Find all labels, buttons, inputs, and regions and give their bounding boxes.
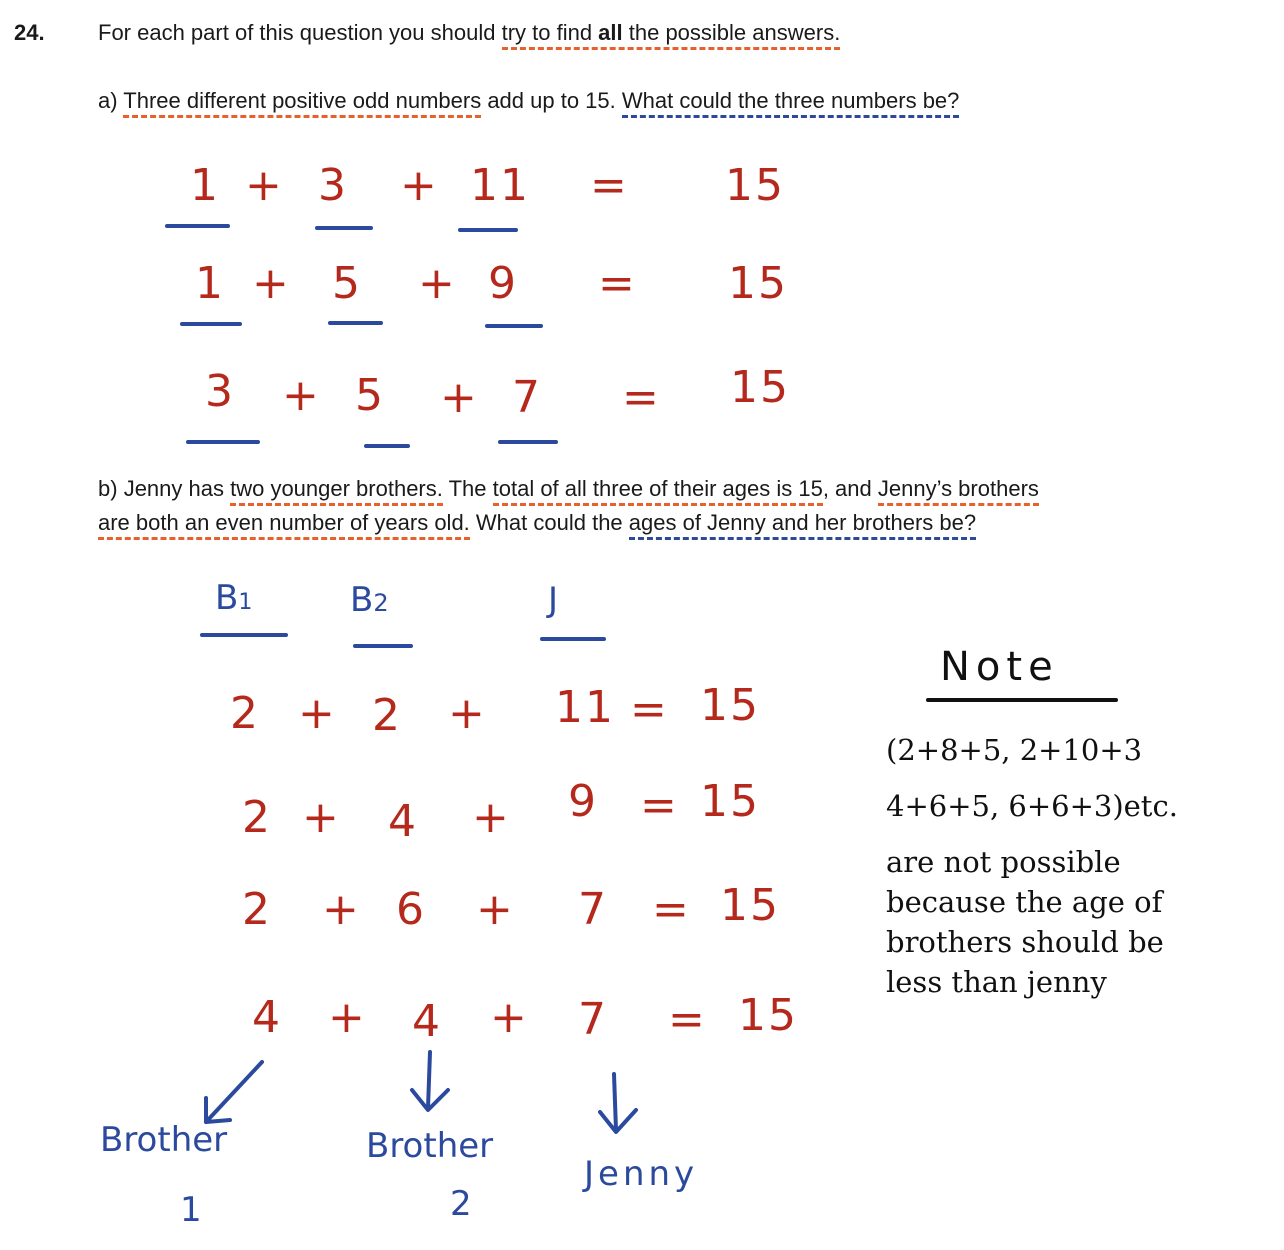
part-a-text-3: What could the three numbers be? [622,88,960,118]
answer-b2-b2: 4 [388,796,418,847]
part-b-text-2: two younger brothers. [230,476,443,506]
question-number: 24. [14,20,45,45]
answer-b4-b2: 4 [412,996,442,1047]
answer-b3-op1: + [322,884,361,935]
note-heading: Note [940,644,1059,690]
answer-a3-op2: + [440,372,479,423]
answer-a3-eq: = [622,372,661,423]
answer-b4-b1: 4 [252,992,282,1043]
part-b-text-9: ages of Jenny and her brothers be? [629,510,976,540]
answer-a1-total: 15 [725,160,785,211]
answer-a1-eq: = [590,160,629,211]
part-b-text-5: , and [822,476,878,501]
answer-b1-total: 15 [700,680,760,731]
label-jenny: Jenny [584,1154,699,1194]
answer-b2-op2: + [472,792,511,843]
part-b-text-3: The [442,476,493,501]
answer-b1-b2: 2 [372,690,402,741]
answer-a2-op1: + [252,258,291,309]
note-line-4: because the age of [886,885,1163,919]
answer-a2-op2: + [418,258,457,309]
answer-b1-op1: + [298,688,337,739]
answer-b2-j: 9 [568,776,598,827]
answer-b3-j: 7 [578,884,608,935]
header-jenny: J [548,580,559,620]
label-brother-2-number: 2 [450,1184,472,1224]
answer-a2-n2: 5 [332,258,362,309]
note-heading-underline [926,698,1118,702]
arrow-jenny [614,1074,616,1130]
answer-a3-total: 15 [730,362,790,413]
answer-b4-op2: + [490,992,529,1043]
answer-b4-j: 7 [578,994,608,1045]
answer-b4-total: 15 [738,990,798,1041]
answer-b3-b1: 2 [242,884,272,935]
note-line-1: (2+8+5, 2+10+3 [886,733,1143,767]
label-brother-2: Brother [366,1126,494,1166]
answer-b3-op2: + [476,884,515,935]
answer-a2-total: 15 [728,258,788,309]
answer-b2-b1: 2 [242,792,272,843]
answer-b4-op1: + [328,992,367,1043]
answer-b3-b2: 6 [396,884,426,935]
answer-b1-eq: = [630,684,669,735]
arrow-brother-1 [206,1062,262,1122]
answer-a3-n1: 3 [205,366,235,417]
note-line-2: 4+6+5, 6+6+3)etc. [886,789,1178,823]
answer-b3-eq: = [652,884,691,935]
answer-b1-op2: + [448,688,487,739]
note-line-3: are not possible [886,845,1121,879]
answer-b4-eq: = [668,994,707,1045]
answer-a1-n1: 1 [190,160,220,211]
answer-b3-total: 15 [720,880,780,931]
label-brother-1-number: 1 [180,1190,202,1230]
part-b-text-6: Jenny’s brothers [878,476,1039,506]
intro-text-1: For each part of this question you should [98,20,502,45]
part-b-label: b) [98,476,118,501]
answer-a1-op2: + [400,160,439,211]
answer-a2-n3: 9 [488,258,518,309]
header-brother-1: B1 [215,578,253,618]
answer-b1-b1: 2 [230,688,260,739]
answer-a2-eq: = [598,258,637,309]
header-brother-2: B2 [350,580,389,620]
answer-a3-op1: + [282,370,321,421]
answer-a1-n2: 3 [318,160,348,211]
label-brother-1: Brother [100,1120,228,1160]
note-line-5: brothers should be [886,925,1164,959]
answer-b1-j: 11 [555,682,615,733]
answer-a2-n1: 1 [195,258,225,309]
arrow-head-jenny [600,1110,636,1132]
answer-b2-eq: = [640,780,679,831]
part-b-text-4: total of all three of their ages is 15 [493,476,823,506]
answer-b2-op1: + [302,792,341,843]
answer-b2-total: 15 [700,776,760,827]
note-line-6: less than jenny [886,965,1107,999]
answer-a3-n3: 7 [512,372,542,423]
part-b-text-1: Jenny has [123,476,231,501]
part-b-text-7: are both an even number of years old. [98,510,470,540]
part-b-text-8: What could the [469,510,629,535]
answer-a3-n2: 5 [355,370,385,421]
part-a-label: a) [98,88,118,113]
part-a-text-1: Three different positive odd numbers [123,88,481,118]
answer-a1-op1: + [245,160,284,211]
answer-a1-n3: 11 [470,160,530,211]
intro-text-2: try to find all the possible answers. [502,20,841,50]
part-a-text-2: add up to 15. [481,88,622,113]
arrow-brother-2 [428,1052,430,1108]
